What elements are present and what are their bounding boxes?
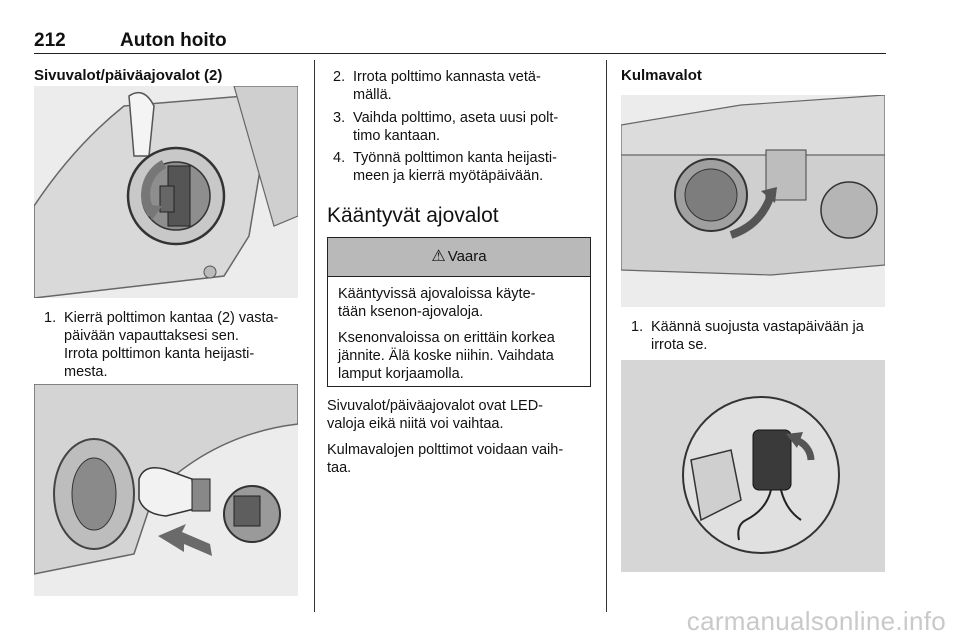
step-text-line: Käännä suojusta vastapäivään ja — [651, 319, 864, 335]
step-text-line: päivään vapauttaksesi sen. — [64, 328, 239, 344]
step-number: 2. — [333, 69, 346, 85]
warning-header — [328, 238, 590, 277]
page-header — [34, 30, 886, 52]
figure-cornering-bulb — [621, 360, 885, 572]
chapter-title: Auton hoito — [120, 30, 227, 51]
paragraph-line: taa. — [327, 460, 352, 476]
step-text — [651, 318, 864, 354]
step-text — [353, 149, 557, 185]
step-number: 1. — [44, 310, 57, 326]
step-text-line: Työnnä polttimon kanta heijasti- — [353, 150, 557, 166]
step-number: 3. — [333, 110, 346, 126]
step-1-rotate-holder — [44, 309, 304, 381]
cornering-bulb-illustration — [621, 360, 885, 572]
warning-box — [327, 237, 591, 387]
step-number: 4. — [333, 150, 346, 166]
figure-cornering-cover — [621, 95, 885, 307]
figure-bulb-removal — [34, 384, 298, 596]
column-divider-2 — [606, 60, 607, 612]
header-divider — [34, 53, 886, 54]
paragraph-led-info — [327, 397, 597, 433]
step-text-line: mällä. — [353, 87, 392, 103]
bulb-removal-illustration — [34, 384, 298, 596]
step-text-line: meen ja kierrä myötäpäivään. — [353, 168, 544, 184]
step-1-rotate-cover — [631, 318, 891, 354]
section-title-side-lights: Sivuvalot/päiväajovalot (2) — [34, 67, 223, 84]
warning-title: Vaara — [447, 248, 487, 265]
headlamp-illustration — [34, 86, 298, 298]
paragraph-line: Sivuvalot/päiväajovalot ovat LED- — [327, 398, 544, 414]
step-3-replace-bulb — [333, 109, 603, 145]
warning-paragraph — [338, 285, 580, 321]
step-text-line: timo kantaan. — [353, 128, 441, 144]
heading-cornering-lights: Kääntyvät ajovalot — [327, 204, 499, 227]
warning-triangle-icon: ⚠ — [431, 248, 446, 265]
step-text — [353, 109, 558, 145]
step-text-line: Vaihda polttimo, aseta uusi polt- — [353, 110, 559, 126]
step-text — [64, 309, 278, 381]
step-text-line: Irrota polttimo kannasta vetä- — [353, 69, 541, 85]
cornering-cover-illustration — [621, 95, 885, 307]
warning-line: lamput korjaamolla. — [338, 366, 464, 382]
warning-line: Kääntyvissä ajovaloissa käyte- — [338, 286, 536, 302]
step-2-remove-bulb — [333, 68, 603, 104]
paragraph-bulb-replaceable — [327, 441, 597, 477]
warning-line: jännite. Älä koske niihin. Vaihdata — [338, 348, 554, 364]
page-number: 212 — [34, 30, 66, 51]
paragraph-line: valoja eikä niitä voi vaihtaa. — [327, 416, 504, 432]
paragraph-line: Kulmavalojen polttimot voidaan vaih- — [327, 442, 564, 458]
step-text-line: mesta. — [64, 364, 108, 380]
step-text-line: irrota se. — [651, 337, 708, 353]
warning-line: Ksenonvaloissa on erittäin korkea — [338, 330, 555, 346]
section-title-cornering-lights: Kulmavalot — [621, 67, 702, 84]
column-divider-1 — [314, 60, 315, 612]
step-number: 1. — [631, 319, 644, 335]
figure-bulb-holder-rotate — [34, 86, 298, 298]
warning-body — [328, 277, 590, 383]
step-text-line: Kierrä polttimon kantaa (2) vasta- — [64, 310, 279, 326]
step-text-line: Irrota polttimon kanta heijasti- — [64, 346, 255, 362]
watermark-url: carmanualsonline.info — [686, 606, 946, 636]
step-text — [353, 68, 541, 104]
warning-paragraph — [338, 329, 580, 383]
step-4-insert-holder — [333, 149, 603, 185]
warning-line: tään ksenon-ajovaloja. — [338, 304, 484, 320]
